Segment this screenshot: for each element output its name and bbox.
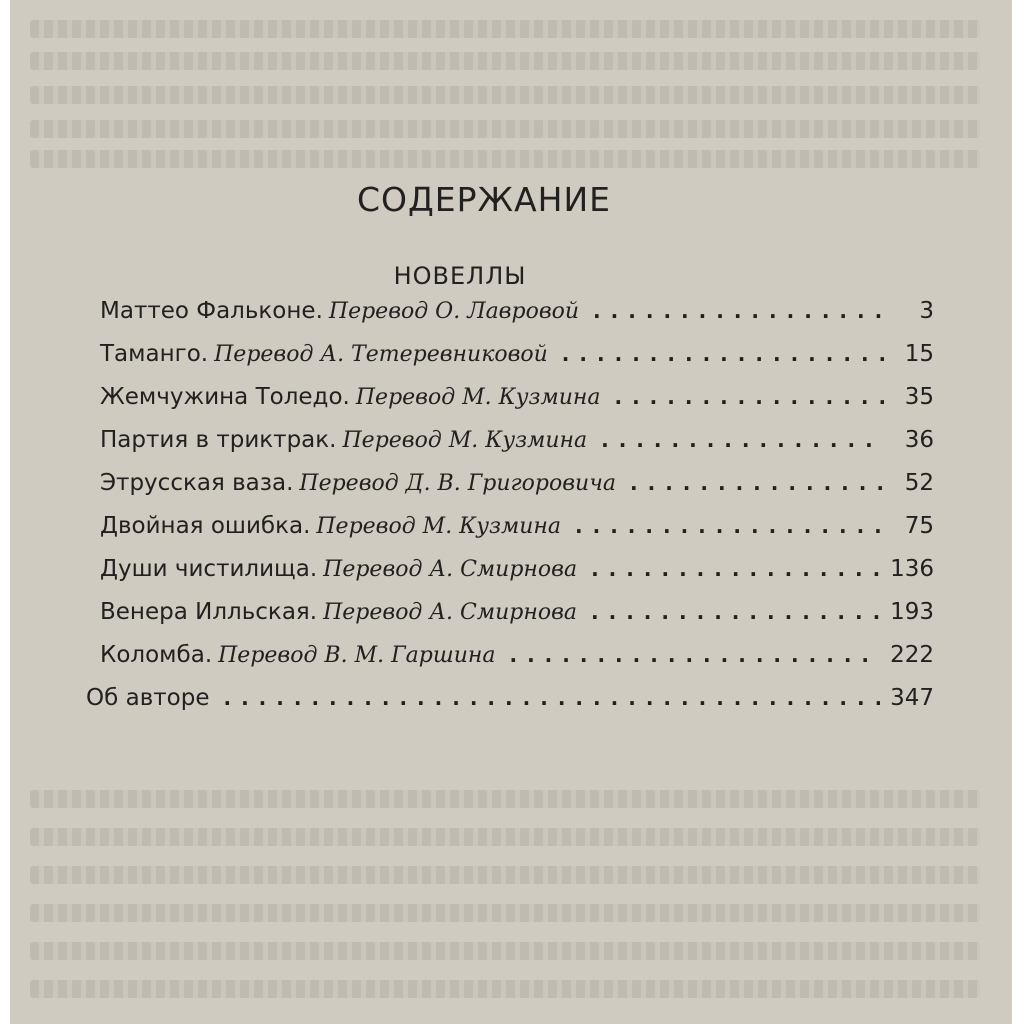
dot-leader — [223, 686, 880, 710]
toc-entry-title: Маттео Фальконе — [100, 298, 316, 324]
page-title: СОДЕРЖАНИЕ — [356, 180, 612, 219]
toc-entry-page: 136 — [890, 556, 934, 582]
toc-entry-title: Этрусская ваза — [100, 470, 287, 496]
bleed-through-line — [30, 120, 980, 138]
bleed-through-line — [30, 828, 980, 846]
toc-entry-translation: Перевод А. Тетеревниковой — [214, 342, 548, 367]
toc-entry-translation: Перевод В. М. Гаршина — [218, 643, 496, 668]
toc-entry-page: 35 — [904, 384, 934, 410]
dot-leader — [591, 600, 880, 624]
toc-entry-page: 193 — [890, 599, 934, 625]
toc-entry-translation: Перевод М. Кузмина — [355, 385, 601, 410]
toc-entry-title: Венера Илльская — [100, 599, 310, 625]
toc-entry-title: Партия в триктрак — [100, 427, 330, 453]
toc-entry-title: Таманго — [100, 341, 201, 367]
bleed-through-line — [30, 790, 980, 808]
bleed-through-line — [30, 20, 980, 38]
toc-entry-page: 347 — [890, 685, 934, 711]
table-of-contents — [86, 298, 934, 728]
toc-entry: Венера Илльская . Перевод А. Смирнова ..... 193 — [100, 599, 934, 642]
dot-leader — [630, 471, 884, 495]
toc-entry-translation: Перевод М. Кузмина — [342, 428, 588, 453]
toc-entry: Двойная ошибка . Перевод М. Кузмина ..... 75 — [100, 513, 934, 556]
toc-entry-title: Двойная ошибка — [100, 513, 304, 539]
dot-leader — [593, 299, 884, 323]
bleed-through-line — [30, 942, 980, 960]
toc-entry-translation: Перевод О. Лавровой — [328, 299, 580, 324]
dot-leader — [591, 557, 880, 581]
bleed-through-line — [30, 980, 980, 998]
toc-entry: Души чистилища . Перевод А. Смирнова ..... 136 — [100, 556, 934, 599]
dot-leader — [562, 342, 884, 366]
dot-leader — [614, 385, 884, 409]
toc-entry-translation: Перевод А. Смирнова — [323, 557, 578, 582]
dot-leader — [509, 643, 880, 667]
bleed-through-line — [30, 904, 980, 922]
toc-entry-translation: Перевод М. Кузмина — [316, 514, 561, 539]
toc-entry-page: 36 — [904, 427, 934, 453]
toc-entry: Коломба . Перевод В. М. Гаршина ..... 222 — [100, 642, 934, 685]
toc-entry: Таманго . Перевод А. Тетеревниковой ..... 15 — [100, 341, 934, 384]
toc-entry: Партия в триктрак . Перевод М. Кузмина ..... 36 — [100, 427, 934, 470]
bleed-through-line — [30, 86, 980, 104]
toc-entry: Жемчужина Толедо . Перевод М. Кузмина ..... 35 — [100, 384, 934, 427]
toc-entry: Этрусская ваза . Перевод Д. В. Григоровича ..... 52 — [100, 470, 934, 513]
bleed-through-line — [30, 866, 980, 884]
toc-entry-page: 222 — [890, 642, 934, 668]
toc-entry-page: 75 — [904, 513, 934, 539]
toc-entry-page: 15 — [904, 341, 934, 367]
toc-entry-translation: Перевод А. Смирнова — [323, 600, 578, 625]
bleed-through-line — [30, 150, 980, 168]
section-heading: НОВЕЛЛЫ — [393, 262, 527, 290]
toc-entry-page: 52 — [904, 470, 934, 496]
dot-leader — [575, 514, 884, 538]
toc-entry-title: Об авторе — [86, 685, 210, 711]
dot-leader — [601, 428, 884, 452]
toc-entry-about-author — [86, 685, 934, 728]
toc-entry: Маттео Фальконе . Перевод О. Лавровой ..... 3 — [100, 298, 934, 341]
toc-entry-title: Коломба — [100, 642, 205, 668]
toc-entry-title: Жемчужина Толедо — [100, 384, 343, 410]
page-left-edge — [0, 0, 10, 1024]
bleed-through-line — [30, 52, 980, 70]
toc-entry-page: 3 — [919, 298, 934, 324]
page-right-edge — [1012, 0, 1024, 1024]
toc-entry-translation: Перевод Д. В. Григоровича — [299, 471, 616, 496]
toc-entry-title: Души чистилища — [100, 556, 310, 582]
